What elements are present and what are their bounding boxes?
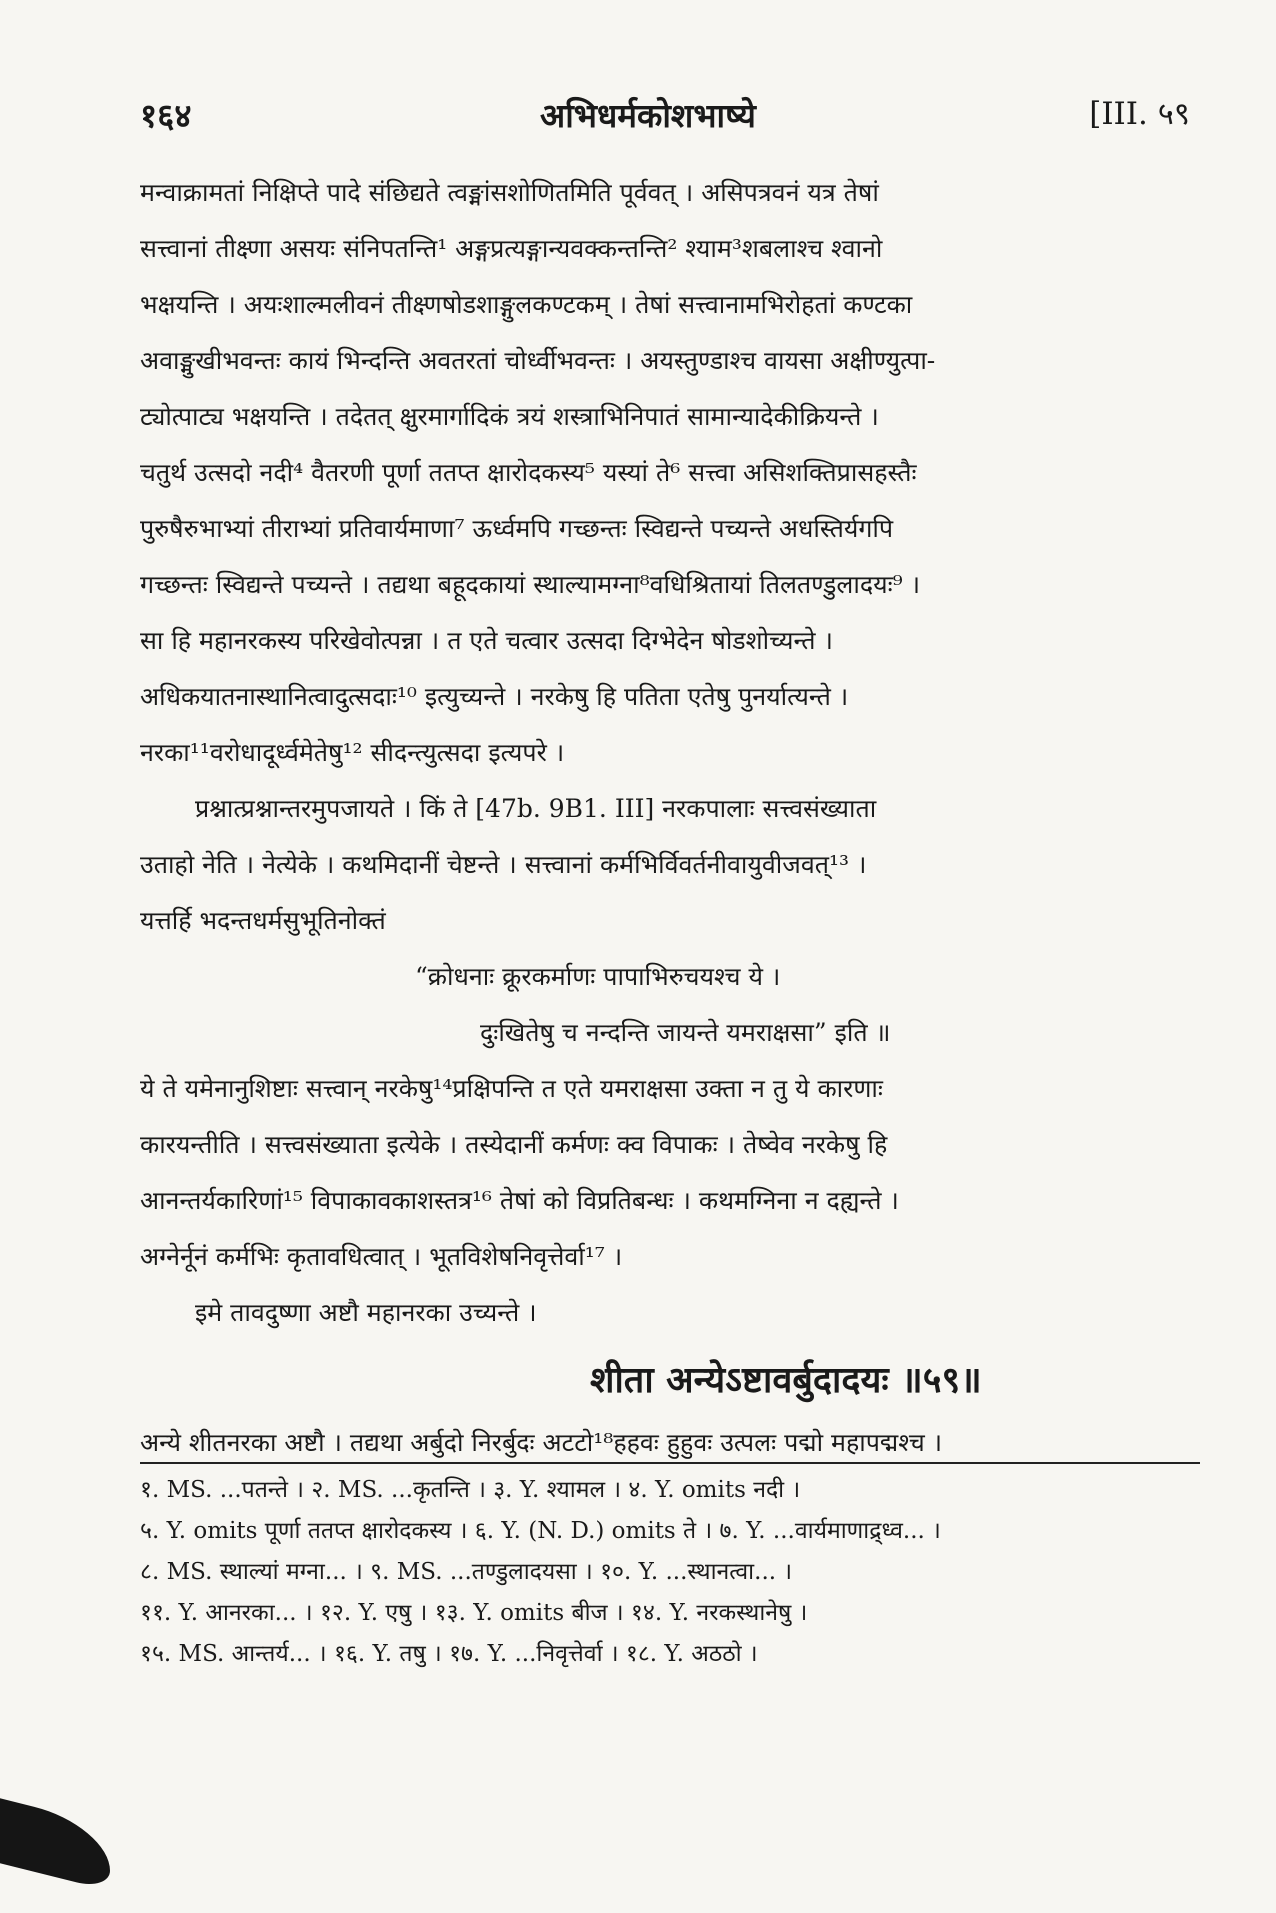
text-line: ट्योत्पाट्य भक्षयन्ति । तदेतत् क्षुरमार्गादिकं त्रयं शस्त्राभिनिपातं सामान्यादेकीक्रियन्ते । xyxy=(140,402,879,431)
text-line: प्रश्नात्प्रश्नान्तरमुपजायते । किं ते [47b. 9B1. III] नरकपालाः सत्त्वसंख्याता xyxy=(195,794,877,823)
text-line: नरका¹¹वरोधादूर्ध्वमेतेषु¹² सीदन्त्युत्सदा इत्यपरे । xyxy=(140,738,565,767)
verse-line: दुःखितेषु च नन्दन्ति जायन्ते यमराक्षसा” इति ॥ xyxy=(480,1018,891,1047)
text-line: इमे तावदुष्णा अष्टौ महानरका उच्यन्ते । xyxy=(195,1298,537,1327)
footnote-line: १५. MS. आन्तर्य... । १६. Y. तषु । १७. Y. ...निवृत्तेर्वा । १८. Y. अठठो । xyxy=(140,1641,758,1667)
text-line: चतुर्थ उत्सदो नदी⁴ वैतरणी पूर्णा ततप्त क्षारोदकस्य⁵ यस्यां ते⁶ सत्त्वा असिशक्तिप्रासहस्तैः xyxy=(140,458,917,487)
karika-verse: शीता अन्येऽष्टावर्बुदादयः ॥५९॥ xyxy=(590,1359,982,1401)
text-line: पुरुषैरुभाभ्यां तीराभ्यां प्रतिवार्यमाणा⁷ ऊर्ध्वमपि गच्छन्तः स्विद्यन्ते पच्यन्ते अधस्तिर्यगपि xyxy=(140,514,894,543)
text-line: यत्तर्हि भदन्तधर्मसुभूतिनोक्तं xyxy=(140,906,386,935)
text-line: अग्नेर्नूनं कर्मभिः कृतावधित्वात् । भूतविशेषनिवृत्तेर्वा¹⁷ । xyxy=(140,1242,623,1271)
text-line: गच्छन्तः स्विद्यन्ते पच्यन्ते । तद्यथा बहूदकायां स्थाल्यामग्ना⁸वधिश्रितायां तिलतण्डुलादयः⁹ । xyxy=(140,570,921,599)
text-line: सा हि महानरकस्य परिखेवोत्पन्ना । त एते चत्वार उत्सदा दिग्भेदेन षोडशोच्यन्ते । xyxy=(140,626,833,655)
main-text xyxy=(140,165,1200,1471)
footnote-divider xyxy=(140,1462,1200,1464)
text-line: उताहो नेति । नेत्येके । कथमिदानीं चेष्टन्ते । सत्त्वानां कर्मभिर्विवर्तनीवायुवीजवत्¹³ । xyxy=(140,850,867,879)
text-line: आनन्तर्यकारिणां¹⁵ विपाकावकाशस्तत्र¹⁶ तेषां को विप्रतिबन्धः । कथमग्निना न दह्यन्ते । xyxy=(140,1186,899,1215)
page-number: १६४ xyxy=(140,96,192,135)
footnote-line: १. MS. ...पतन्ते । २. MS. ...कृतन्ति । ३. Y. श्यामल । ४. Y. omits नदी । xyxy=(140,1477,801,1503)
verse-line: “क्रोधनाः क्रूरकर्माणः पापाभिरुचयश्च ये । xyxy=(415,962,781,991)
text-line: अन्ये शीतनरका अष्टौ । तद्यथा अर्बुदो निरर्बुदः अटटो¹⁸हहवः हुहुवः उत्पलः पद्मो महापद्मश्च । xyxy=(140,1428,943,1457)
footnote-line: ५. Y. omits पूर्णा ततप्त क्षारोदकस्य । ६. Y. (N. D.) omits ते । ७. Y. ...वार्यमाणाद्र्ध्व... । xyxy=(140,1518,941,1544)
text-line: अवाङ्मुखीभवन्तः कायं भिन्दन्ति अवतरतां चोर्ध्वीभवन्तः । अयस्तुण्डाश्च वायसा अक्षीण्युत्पा- xyxy=(140,346,936,375)
text-line: भक्षयन्ति । अयःशाल्मलीवनं तीक्ष्णषोडशाङ्गुलकण्टकम् । तेषां सत्त्वानामभिरोहतां कण्टका xyxy=(140,290,913,319)
section-reference: [III. ५९ xyxy=(1089,96,1190,132)
text-line: अधिकयातनास्थानित्वादुत्सदाः¹⁰ इत्युच्यन्ते । नरकेषु हि पतिता एतेषु पुनर्यात्यन्ते । xyxy=(140,682,849,711)
page-header xyxy=(140,92,1190,142)
footnote-line: ११. Y. आनरका... । १२. Y. एषु । १३. Y. omits बीज । १४. Y. नरकस्थानेषु । xyxy=(140,1600,808,1626)
text-line: सत्त्वानां तीक्ष्णा असयः संनिपतन्ति¹ अङ्गप्रत्यङ्गान्यवक्कन्तन्ति² श्याम³शबलाश्च श्वानो xyxy=(140,234,883,263)
scan-smudge xyxy=(0,1798,110,1890)
text-line: ये ते यमेनानुशिष्टाः सत्त्वान् नरकेषु¹⁴प्रक्षिपन्ति त एते यमराक्षसा उक्ता न तु ये कारणाः xyxy=(140,1074,883,1103)
text-line: मन्वाक्रामतां निक्षिप्ते पादे संछिद्यते त्वङ्मांसशोणितमिति पूर्ववत् । असिपत्रवनं यत्र तेषां xyxy=(140,178,879,207)
footnotes xyxy=(140,1462,1200,1675)
text-line: कारयन्तीति । सत्त्वसंख्याता इत्येके । तस्येदानीं कर्मणः क्व विपाकः । तेष्वेव नरकेषु हि xyxy=(140,1130,888,1159)
running-title: अभिधर्मकोशभाष्ये xyxy=(540,96,756,135)
footnote-line: ८. MS. स्थाल्यां मग्ना... । ९. MS. ...तण्डुलादयसा । १०. Y. ...स्थानत्वा... । xyxy=(140,1559,793,1585)
